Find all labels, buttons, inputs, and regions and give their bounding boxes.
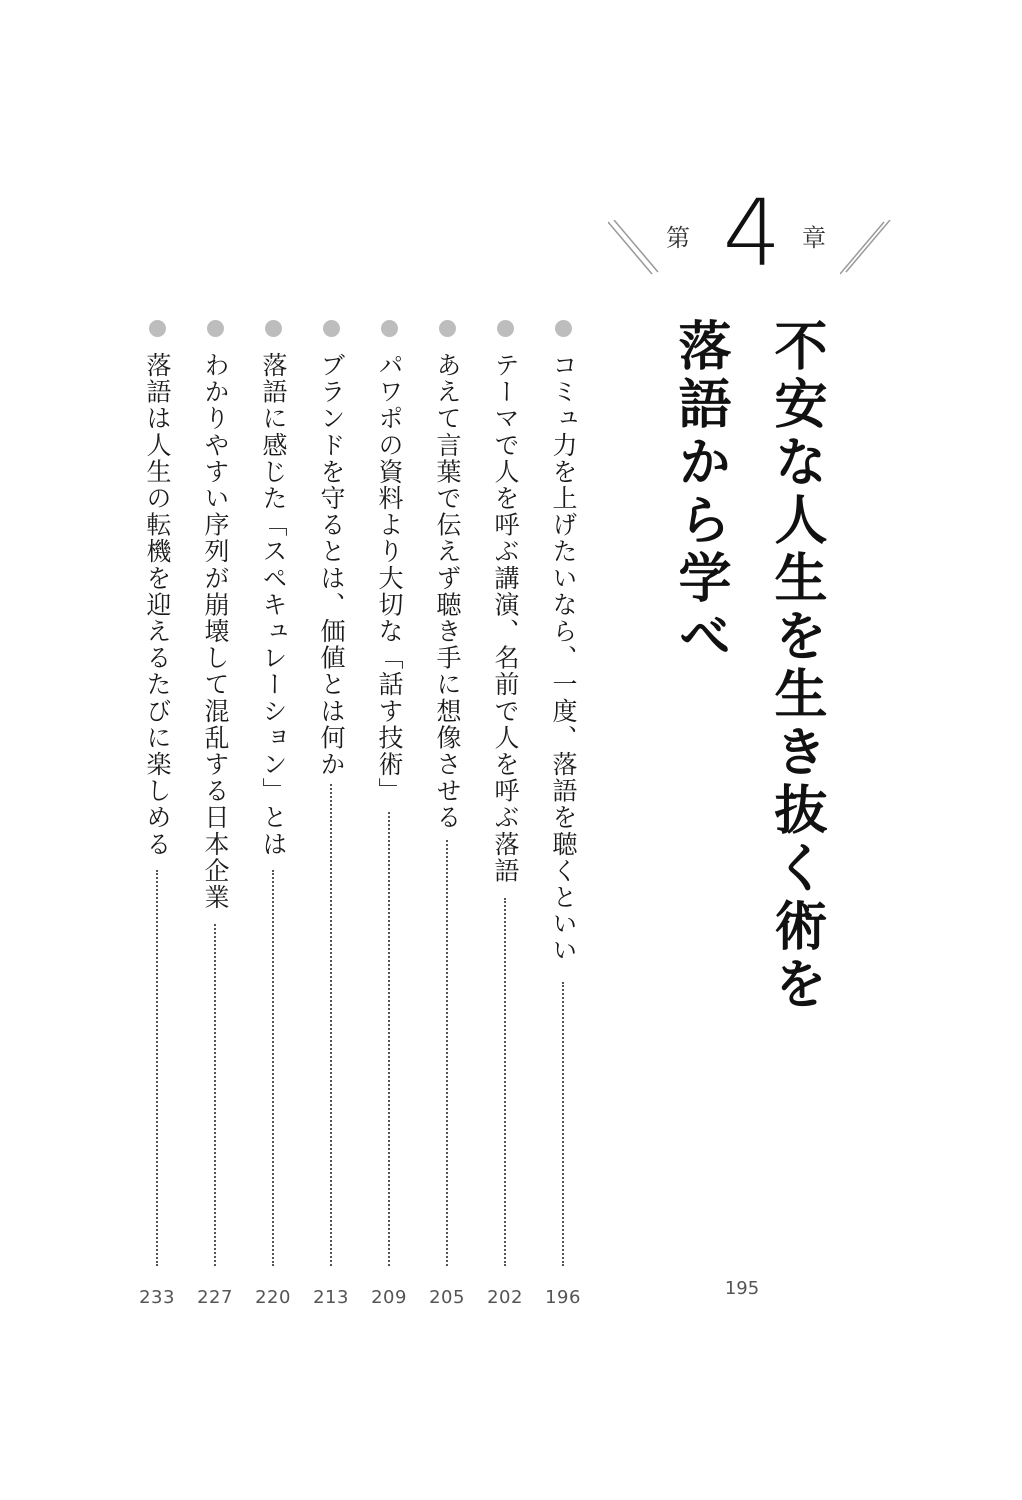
chapter-title-line-1: 不安な人生を生き抜く術を	[766, 318, 827, 1014]
toc-entry[interactable]	[137, 318, 177, 1308]
leader-dots	[504, 898, 506, 1266]
toc-entry-page: 220	[255, 1287, 291, 1308]
bullet-dot-icon	[207, 320, 224, 337]
toc-entry-page: 209	[371, 1287, 407, 1308]
bullet-dot-icon	[149, 320, 166, 337]
bullet-dot-icon	[323, 320, 340, 337]
decorative-slash-lines-right	[840, 220, 892, 276]
bullet-dot-icon	[265, 320, 282, 337]
toc-entry-title: コミュ力を上げたいなら、一度、落語を聴くといい	[549, 352, 578, 964]
toc-entry-title: 落語は人生の転機を迎えるたびに楽しめる	[143, 352, 172, 858]
toc-entry-page: 227	[197, 1287, 233, 1308]
chapter-number: 4	[722, 180, 782, 287]
leader-dots	[388, 812, 390, 1266]
leader-dots	[272, 870, 274, 1266]
toc-entry-page: 196	[545, 1287, 581, 1308]
toc-entry[interactable]	[543, 318, 583, 1308]
toc-entry[interactable]	[253, 318, 293, 1308]
toc-entry-title: テーマで人を呼ぶ講演、名前で人を呼ぶ落語	[491, 352, 520, 884]
chapter-heading	[600, 180, 900, 290]
toc-entry-page: 205	[429, 1287, 465, 1308]
toc-entry-page: 202	[487, 1287, 523, 1308]
toc-entry-title: ブランドを守るとは、価値とは何か	[317, 352, 346, 778]
leader-dots	[330, 784, 332, 1266]
toc-entry-title: あえて言葉で伝えず聴き手に想像させる	[433, 352, 462, 831]
toc-entry-page: 213	[313, 1287, 349, 1308]
page-number: 195	[724, 1278, 760, 1299]
chapter-suffix: 章	[802, 224, 826, 252]
bullet-dot-icon	[439, 320, 456, 337]
toc-entry-title: わかりやすい序列が崩壊して混乱する日本企業	[201, 352, 230, 911]
bullet-dot-icon	[497, 320, 514, 337]
toc-entry[interactable]	[311, 318, 351, 1308]
toc-entry-page: 233	[139, 1287, 175, 1308]
leader-dots	[214, 924, 216, 1266]
toc-entry-title: 落語に感じた「スペキュレーション」とは	[259, 352, 288, 858]
toc-entry[interactable]	[485, 318, 525, 1308]
chapter-title-line-2: 落語から学べ	[670, 318, 731, 666]
leader-dots	[446, 840, 448, 1266]
toc-entry[interactable]	[427, 318, 467, 1308]
toc-entry-title: パワポの資料より大切な「話す技術」	[375, 352, 404, 805]
chapter-prefix: 第	[666, 224, 690, 252]
decorative-slash-lines-left	[608, 220, 660, 276]
bullet-dot-icon	[381, 320, 398, 337]
leader-dots	[562, 982, 564, 1266]
toc-entry[interactable]	[369, 318, 409, 1308]
leader-dots	[156, 870, 158, 1266]
toc-entry[interactable]	[195, 318, 235, 1308]
bullet-dot-icon	[555, 320, 572, 337]
